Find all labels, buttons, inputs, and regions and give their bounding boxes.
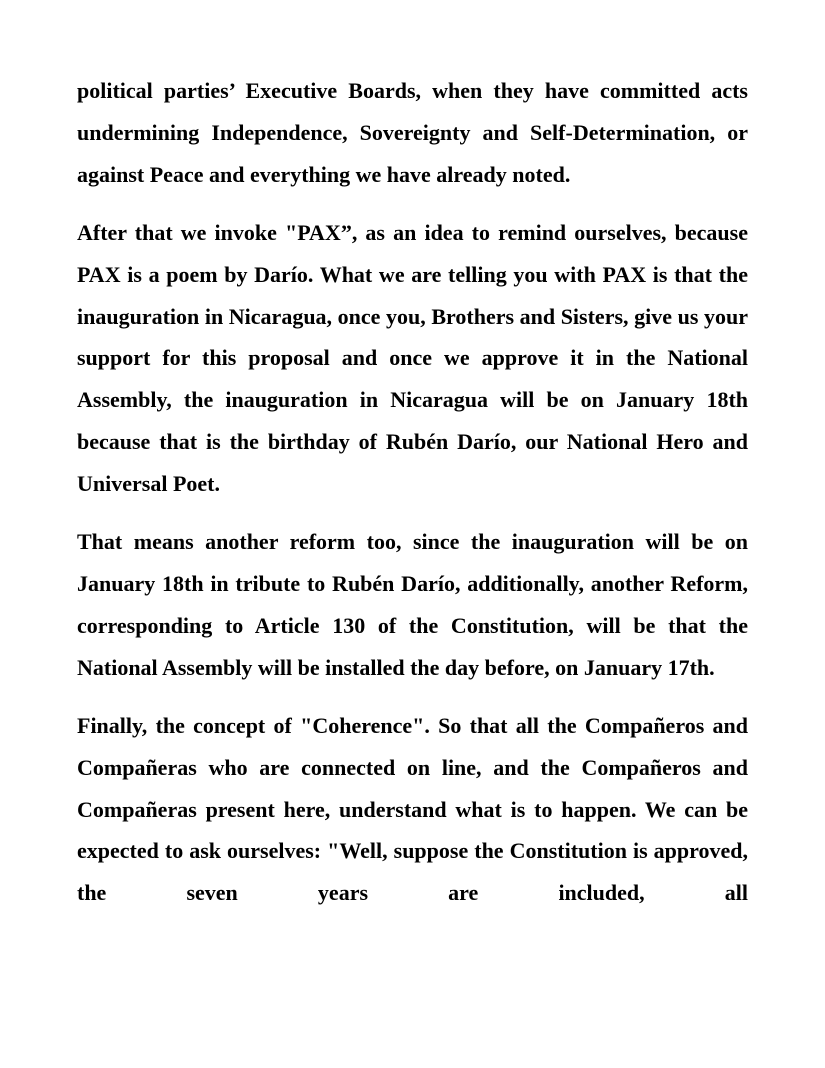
paragraph-4: Finally, the concept of "Coherence". So that all the Compañeros and Compañeras who are connected on line, and the Compañeros and Compañeras present here, understand what is to happen. We can be expected to ask ourselves: "Well, suppose the Constitution is approved, the seven years are included, all: [77, 712, 748, 906]
paragraph-1: political parties’ Executive Boards, when they have committed acts undermining Independence, Sovereignty and Self-Determination, or against Peace and everything we have already noted.: [77, 78, 748, 187]
paragraph-2: After that we invoke "PAX”, as an idea to remind ourselves, because PAX is a poem by Darío. What we are telling you with PAX is that the inauguration in Nicaragua, once you, Brothers and Sisters, give us your support for this proposal and once we approve it in the National Assembly, the inauguration in Nicaragua will be on January 18th because that is the birthday of Rubén Darío, our National Hero and Universal Poet.: [77, 219, 748, 497]
document-page: [77, 70, 748, 930]
paragraph-3: That means another reform too, since the inauguration will be on January 18th in tribute to Rubén Darío, additionally, another Reform, corresponding to Article 130 of the Constitution, will be that the National Assembly will be installed the day before, on January 17th.: [77, 529, 748, 680]
